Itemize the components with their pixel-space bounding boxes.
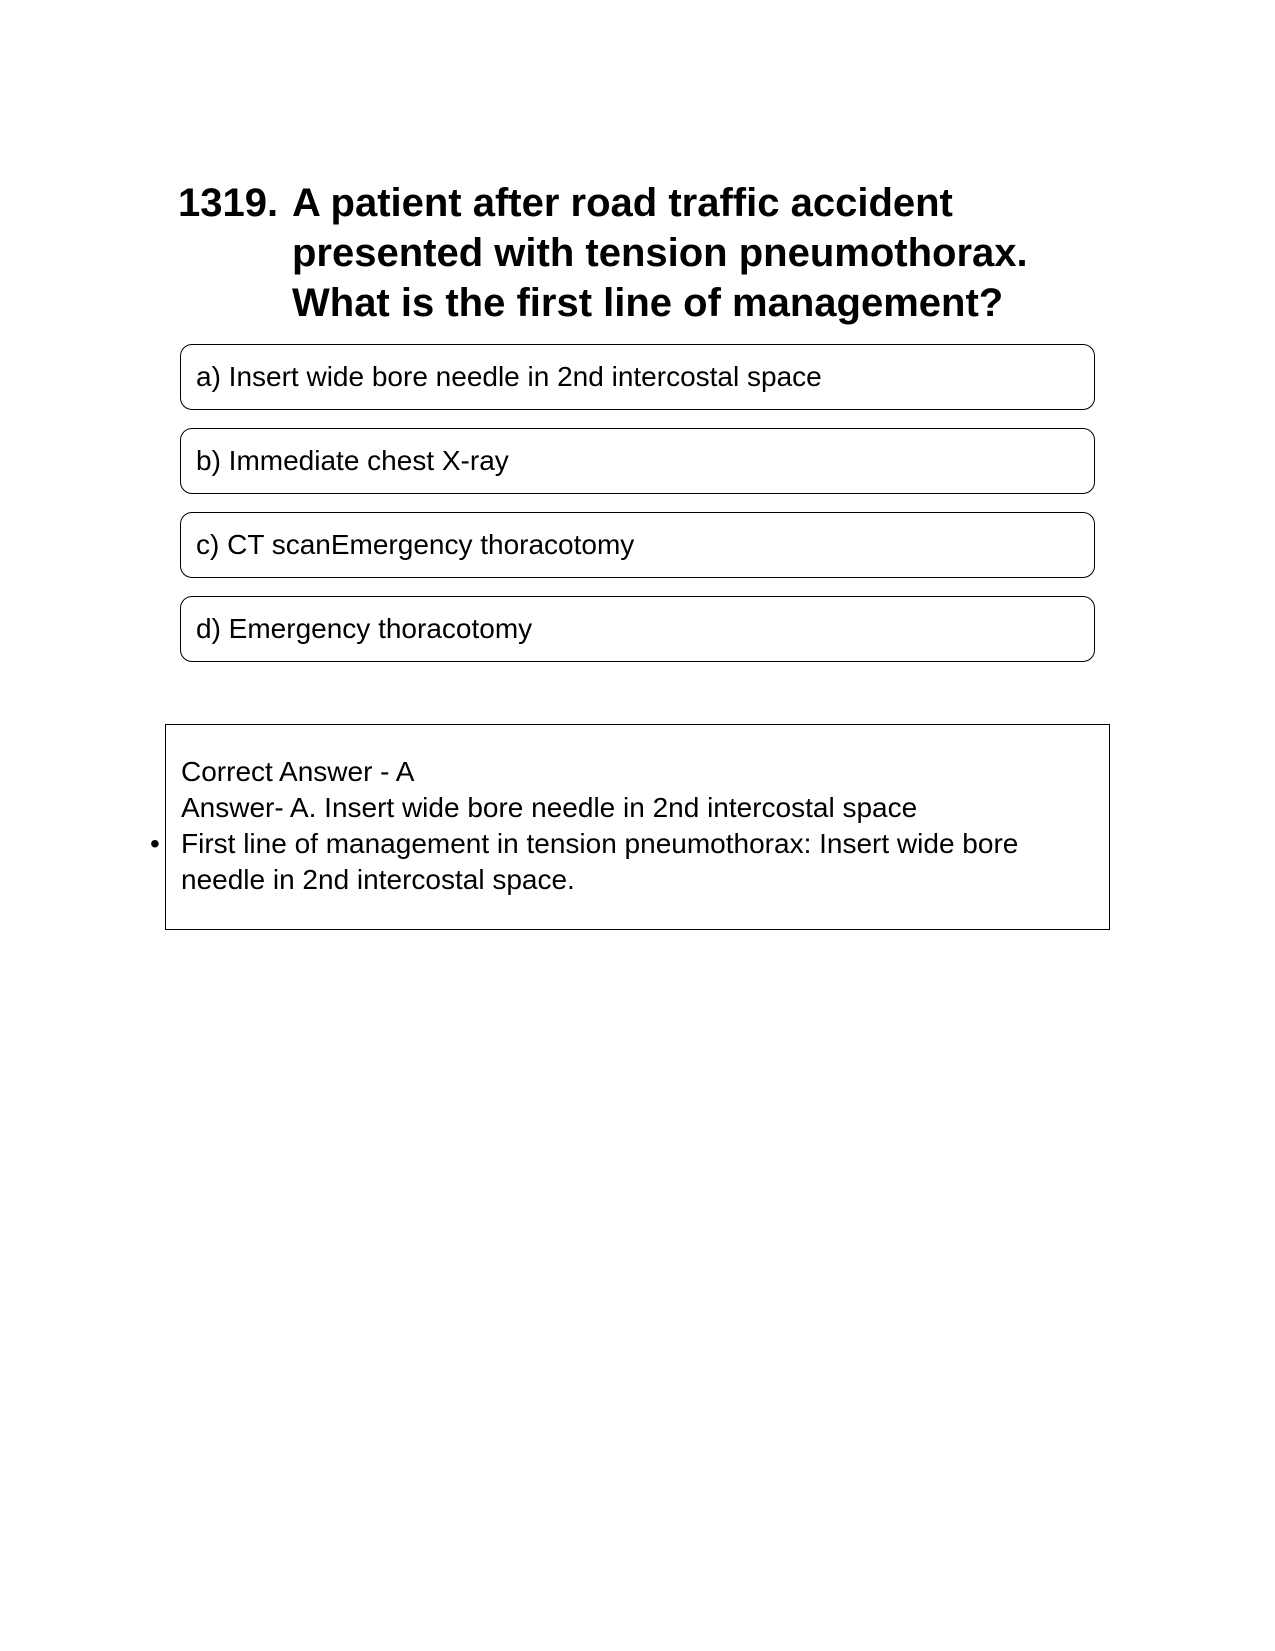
question-number: 1319. <box>178 181 279 225</box>
question-text: A patient after road traffic accident presented with tension pneumothorax. What is the first line of management? <box>292 181 1028 325</box>
option-d[interactable]: d) Emergency thoracotomy <box>180 596 1095 662</box>
option-c[interactable]: c) CT scanEmergency thoracotomy <box>180 512 1095 578</box>
bullet-icon: • <box>150 828 160 859</box>
option-a[interactable]: a) Insert wide bore needle in 2nd intercostal space <box>180 344 1095 410</box>
answer-detail: Answer- A. Insert wide bore needle in 2nd intercostal space <box>181 792 918 823</box>
explanation-item <box>150 826 1101 898</box>
question-heading <box>178 178 1098 328</box>
explanation-text: First line of management in tension pneumothorax: Insert wide bore needle in 2nd intercostal space. <box>181 828 1019 895</box>
option-b[interactable]: b) Immediate chest X-ray <box>180 428 1095 494</box>
correct-answer: Correct Answer - A <box>181 756 415 787</box>
answer-content <box>150 754 1101 898</box>
